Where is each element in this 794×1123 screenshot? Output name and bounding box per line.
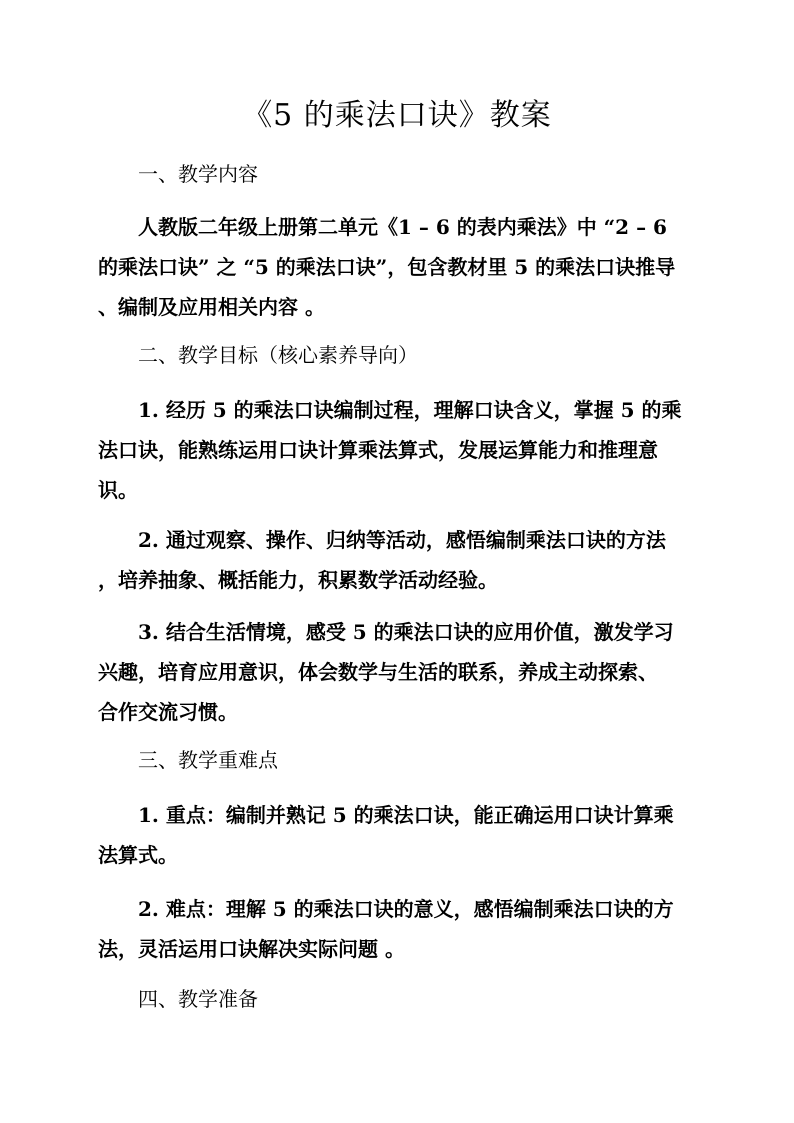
paragraph-line: 1. 经历 5 的乘法口诀编制过程，理解口诀含义，掌握 5 的乘 <box>138 398 682 422</box>
paragraph-line: 法，灵活运用口诀解决实际问题 。 <box>98 937 405 961</box>
paragraph-line: 2. 通过观察、操作、归纳等活动，感悟编制乘法口诀的方法 <box>138 528 666 552</box>
document-title: 《5 的乘法口诀》教案 <box>242 98 552 133</box>
paragraph-line: 1. 重点：编制并熟记 5 的乘法口诀，能正确运用口诀计算乘 <box>138 803 674 827</box>
paragraph-objective-3 <box>98 612 698 732</box>
paragraph-objective-2 <box>98 520 698 600</box>
paragraph-line: 合作交流习惯。 <box>98 700 238 724</box>
paragraph-line: 、编制及应用相关内容 。 <box>98 295 325 319</box>
paragraph-line: 的乘法口诀” 之 “5 的乘法口诀”，包含教材里 5 的乘法口诀推导 <box>98 255 676 279</box>
paragraph-line: 2. 难点：理解 5 的乘法口诀的意义，感悟编制乘法口诀的方 <box>138 897 674 921</box>
paragraph-line: 法算式。 <box>98 843 178 867</box>
section-heading-preparation: 四、教学准备 <box>138 987 258 1011</box>
section-heading-content: 一、教学内容 <box>138 162 258 186</box>
paragraph-line: 3. 结合生活情境，感受 5 的乘法口诀的应用价值，激发学习 <box>138 620 674 644</box>
paragraph-content <box>98 207 698 327</box>
paragraph-line: 兴趣，培育应用意识，体会数学与生活的联系，养成主动探索、 <box>98 660 658 684</box>
paragraph-line: ，培养抽象、概括能力，积累数学活动经验。 <box>98 568 498 592</box>
paragraph-line: 法口诀，能熟练运用口诀计算乘法算式，发展运算能力和推理意 <box>98 438 658 462</box>
paragraph-line: 人教版二年级上册第二单元《1 – 6 的表内乘法》中 “2 – 6 <box>138 215 667 239</box>
paragraph-difficult-point <box>98 889 698 969</box>
paragraph-line: 识。 <box>98 478 138 502</box>
paragraph-objective-1 <box>98 390 698 510</box>
paragraph-key-point <box>98 795 698 875</box>
section-heading-key-points: 三、教学重难点 <box>138 748 278 772</box>
section-heading-objectives: 二、教学目标（核心素养导向） <box>138 343 418 367</box>
